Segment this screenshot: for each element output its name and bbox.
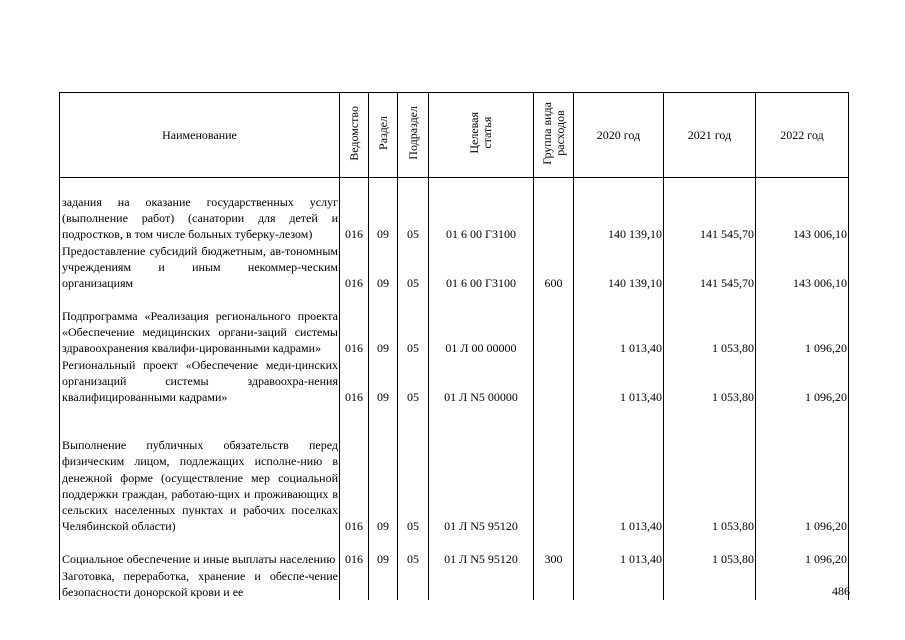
cell-v2022: 143 006,10: [756, 178, 849, 243]
cell-v2022: 1 096,20: [756, 292, 849, 357]
cell-ved: 016: [340, 292, 369, 357]
cell-v2020: 1 013,40: [574, 292, 664, 357]
cell-razd: 09: [369, 292, 398, 357]
cell-razd: [369, 568, 398, 600]
cell-razd: 09: [369, 243, 398, 292]
cell-ved: 016: [340, 357, 369, 406]
header-name: Наименование: [60, 93, 340, 178]
cell-v2021: [664, 568, 756, 600]
header-podrazdel: Подраздел: [405, 106, 420, 160]
header-group-line1: Группа вида: [539, 101, 554, 165]
cell-v2021: 1 053,80: [664, 535, 756, 568]
header-group-cell: [534, 93, 574, 178]
cell-ved: [340, 568, 369, 600]
header-2022: 2022 год: [756, 93, 849, 178]
cell-group: 600: [534, 243, 574, 292]
cell-group: [534, 406, 574, 535]
page-number: 486: [832, 584, 850, 598]
header-vedomstvo: Ведомство: [346, 105, 361, 161]
cell-name: задания на оказание государственных услуг (выполнение работ) (санатории для детей и подростков, в том числе больных туберку-лезом): [60, 178, 340, 243]
cell-podr: 05: [398, 178, 429, 243]
cell-v2021: 1 053,80: [664, 406, 756, 535]
table-row: [60, 292, 849, 357]
header-podrazdel-cell: [398, 93, 429, 178]
cell-v2022: 143 006,10: [756, 243, 849, 292]
budget-table: [59, 92, 849, 600]
cell-ved: 016: [340, 243, 369, 292]
cell-target: 01 Л N5 95120: [429, 406, 534, 535]
cell-podr: 05: [398, 357, 429, 406]
table-body: [60, 178, 849, 600]
header-target-cell: [429, 93, 534, 178]
cell-target: [429, 568, 534, 600]
header-group-line2: расходов: [552, 110, 567, 156]
cell-v2022: 1 096,20: [756, 406, 849, 535]
cell-ved: 016: [340, 178, 369, 243]
table-row: [60, 357, 849, 406]
cell-v2021: 1 053,80: [664, 357, 756, 406]
header-target: [468, 112, 494, 154]
cell-v2020: 1 013,40: [574, 406, 664, 535]
cell-name: Региональный проект «Обеспечение меди-цинских организаций системы здравоохра-нения квалифицированными кадрами»: [60, 357, 340, 406]
header-2020: 2020 год: [574, 93, 664, 178]
cell-v2020: 140 139,10: [574, 243, 664, 292]
cell-v2020: [574, 568, 664, 600]
cell-razd: 09: [369, 535, 398, 568]
cell-target: 01 Л N5 95120: [429, 535, 534, 568]
cell-v2020: 1 013,40: [574, 357, 664, 406]
cell-name: Социальное обеспечение и иные выплаты населению: [60, 535, 340, 568]
cell-v2022: 1 096,20: [756, 357, 849, 406]
cell-podr: 05: [398, 535, 429, 568]
header-group: [541, 102, 567, 165]
cell-razd: 09: [369, 178, 398, 243]
cell-ved: 016: [340, 406, 369, 535]
header-vedomstvo-cell: [340, 93, 369, 178]
cell-name: Предоставление субсидий бюджетным, ав-тономным учреждениям и иным некоммер-ческим организациям: [60, 243, 340, 292]
cell-podr: 05: [398, 406, 429, 535]
table-row: [60, 568, 849, 600]
cell-v2020: 140 139,10: [574, 178, 664, 243]
table-row: [60, 535, 849, 568]
cell-podr: 05: [398, 243, 429, 292]
table-row: [60, 243, 849, 292]
cell-v2021: 141 545,70: [664, 243, 756, 292]
cell-group: [534, 178, 574, 243]
header-razdel: Раздел: [375, 116, 390, 150]
cell-razd: 09: [369, 406, 398, 535]
cell-name: Заготовка, переработка, хранение и обеспе-чение безопасности донорской крови и ее: [60, 568, 340, 600]
cell-target: 01 Л N5 00000: [429, 357, 534, 406]
cell-v2021: 1 053,80: [664, 292, 756, 357]
cell-target: 01 6 00 Г3100: [429, 243, 534, 292]
cell-ved: 016: [340, 535, 369, 568]
cell-target: 01 Л 00 00000: [429, 292, 534, 357]
cell-target: 01 6 00 Г3100: [429, 178, 534, 243]
cell-name: Подпрограмма «Реализация регионального проекта «Обеспечение медицинских органи-заций системы здравоохранения квалифи-цированными кадрами»: [60, 292, 340, 357]
cell-group: [534, 568, 574, 600]
table-row: [60, 178, 849, 243]
header-target-line1: Целевая: [467, 112, 481, 154]
cell-group: [534, 292, 574, 357]
cell-v2021: 141 545,70: [664, 178, 756, 243]
header-2021: 2021 год: [664, 93, 756, 178]
cell-razd: 09: [369, 357, 398, 406]
cell-v2020: 1 013,40: [574, 535, 664, 568]
header-razdel-cell: [369, 93, 398, 178]
cell-name: Выполнение публичных обязательств перед физическим лицом, подлежащих исполне-нию в денежной форме (осуществление мер социальной поддержки граждан, работаю-щих и проживающих в сельских населенных пунктах и рабочих поселках Челябинской области): [60, 406, 340, 535]
cell-v2022: 1 096,20: [756, 535, 849, 568]
cell-group: [534, 357, 574, 406]
cell-podr: [398, 568, 429, 600]
cell-group: 300: [534, 535, 574, 568]
table-row: [60, 406, 849, 535]
cell-podr: 05: [398, 292, 429, 357]
header-row: [60, 93, 849, 178]
header-target-line2: статья: [480, 117, 494, 149]
